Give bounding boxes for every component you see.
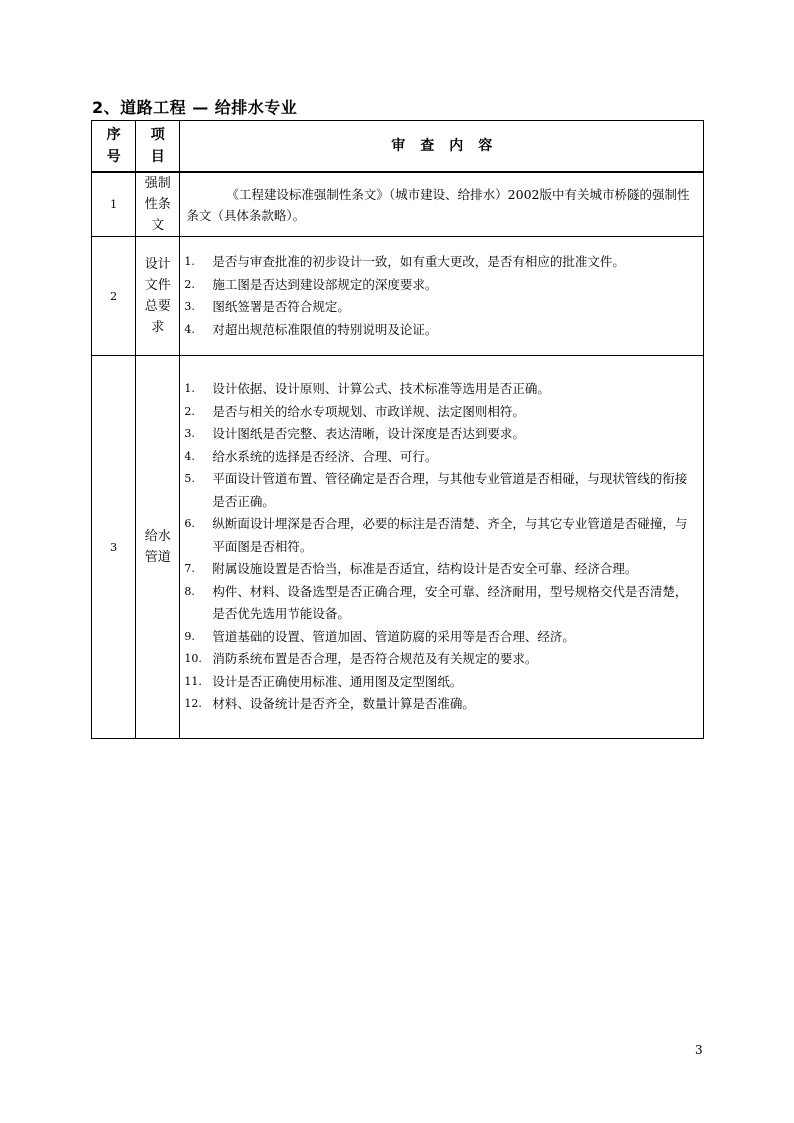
list-item-text: 附属设施设置是否恰当，标准是否适宜，结构设计是否安全可靠、经济合理。	[212, 561, 638, 577]
list-item	[184, 671, 699, 694]
list-item-text: 设计图纸是否完整、表达清晰，设计深度是否达到要求。	[212, 426, 525, 442]
list-item	[184, 581, 699, 626]
list-item-text: 给水系统的选择是否经济、合理、可行。	[212, 448, 438, 464]
list-item-text: 设计是否正确使用标准、通用图及定型图纸。	[212, 673, 463, 689]
row-paragraph: 《工程建设标准强制性条文》（城市建设、给排水）2002版中有关城市桥隧的强制性条文（具体条款略）。	[186, 186, 690, 223]
row-item: 强制性条文	[144, 176, 171, 233]
row-num: 1	[92, 172, 136, 237]
page-number: 3	[695, 1043, 703, 1057]
list-item-number: 7.	[184, 562, 195, 576]
list-item-number: 2.	[184, 277, 195, 291]
list-item-text: 是否与审查批准的初步设计一致，如有重大更改，是否有相应的批准文件。	[212, 254, 625, 269]
review-table	[91, 120, 704, 739]
list-item-text: 构件、材料、设备选型是否正确合理，安全可靠、经济耐用，型号规格交代是否清楚，是否优先选用节能设备。	[212, 583, 688, 622]
list-item-number: 11.	[184, 674, 202, 688]
row-content-cell	[180, 356, 704, 739]
list-item-number: 5.	[184, 472, 195, 486]
table-row	[92, 237, 704, 356]
requirement-list	[180, 249, 703, 343]
list-item-number: 9.	[184, 629, 195, 643]
list-item-text: 管道基础的设置、管道加固、管道防腐的采用等是否合理、经济。	[212, 628, 575, 644]
row-num: 3	[92, 356, 136, 739]
list-item-number: 6.	[184, 517, 195, 531]
list-item-text: 是否与相关的给水专项规划、市政详规、法定图则相符。	[212, 403, 525, 419]
row-num: 2	[92, 237, 136, 356]
list-item-number: 1.	[184, 255, 195, 268]
list-item-text: 施工图是否达到建设部规定的深度要求。	[212, 276, 438, 292]
list-item-text: 设计依据、设计原则、计算公式、技术标准等选用是否正确。	[212, 381, 550, 397]
list-item	[184, 296, 699, 319]
list-item	[184, 251, 699, 274]
header-content: 审查内容	[391, 138, 508, 154]
list-item-number: 3.	[184, 300, 195, 313]
table-row	[92, 172, 704, 237]
row-item: 给水管道	[144, 529, 171, 565]
list-item-text: 平面设计管道布置、管径确定是否合理，与其他专业管道是否相碰，与现状管线的衔接是否正确。	[212, 471, 688, 509]
list-item-number: 4.	[184, 322, 195, 336]
list-item	[184, 446, 699, 469]
list-item-number: 2.	[184, 404, 195, 418]
list-item-number: 8.	[184, 584, 195, 598]
list-item	[184, 319, 699, 342]
list-item	[184, 423, 699, 446]
row-item-cell	[136, 172, 180, 237]
list-item-text: 纵断面设计埋深是否合理，必要的标注是否清楚、齐全，与其它专业管道是否碰撞，与平面图是否相符。	[212, 516, 688, 554]
list-item	[184, 693, 699, 716]
row-content-cell	[180, 237, 704, 356]
requirement-list	[180, 376, 703, 718]
list-item	[184, 513, 699, 558]
row-item-cell	[136, 356, 180, 739]
list-item	[184, 558, 699, 581]
list-item	[184, 378, 699, 401]
table-row	[92, 356, 704, 739]
list-item	[184, 648, 699, 671]
list-item-number: 1.	[184, 382, 195, 396]
list-item-number: 4.	[184, 449, 195, 463]
table-header-row	[92, 121, 704, 173]
list-item-text: 消防系统布置是否合理，是否符合规范及有关规定的要求。	[212, 651, 538, 667]
row-item: 设计文件总要求	[144, 257, 171, 335]
row-item-cell	[136, 237, 180, 356]
list-item-text: 图纸签署是否符合规定。	[212, 299, 350, 314]
list-item-text: 对超出规范标准限值的特别说明及论证。	[212, 321, 438, 337]
header-item-cell	[136, 121, 180, 173]
header-item: 项目	[150, 127, 165, 165]
section-title: 2、道路工程 — 给排水专业	[92, 98, 298, 117]
row-content-cell	[180, 172, 704, 237]
list-item	[184, 468, 699, 513]
header-num: 序号	[106, 127, 121, 165]
list-item-number: 10.	[184, 652, 202, 666]
list-item-number: 12.	[184, 697, 202, 711]
list-item	[184, 626, 699, 649]
list-item	[184, 401, 699, 424]
list-item-text: 材料、设备统计是否齐全，数量计算是否准确。	[212, 696, 475, 712]
list-item-number: 3.	[184, 427, 195, 441]
header-num-cell	[92, 121, 136, 173]
header-content-cell	[180, 121, 704, 173]
list-item	[184, 274, 699, 297]
